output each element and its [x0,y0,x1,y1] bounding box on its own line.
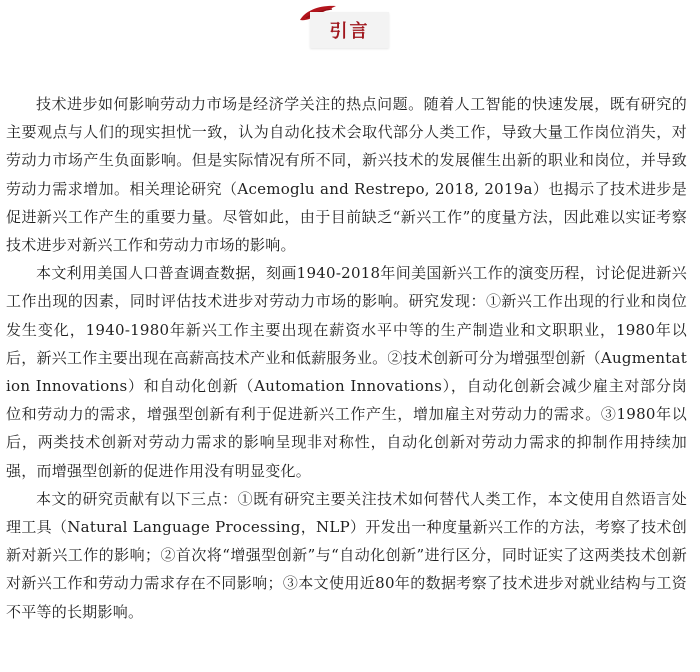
section-title-box [310,12,389,48]
paragraph-contributions: 本文的研究贡献有以下三点：①既有研究主要关注技术如何替代人类工作，本文使用自然语言处理工具（Natural Language Processing，NLP）开发出一种度量新兴工作的方法，考察了技术创新对新兴工作的影响；②首次将“增强型创新”与“自动化创新”进行区分，同时证实了这两类技术创新对新兴工作和劳动力需求存在不同影响；③本文使用近80年的数据考察了技术进步对就业结构与工资不平等的长期影响。 [6,489,687,621]
paragraph-intro: 技术进步如何影响劳动力市场是经济学关注的热点问题。随着人工智能的快速发展，既有研究的主要观点与人们的现实担忧一致，认为自动化技术会取代部分人类工作，导致大量工作岗位消失，对劳动力市场产生负面影响。但是实际情况有所不同，新兴技术的发展催生出新的职业和岗位，并导致劳动力需求增加。相关理论研究（Acemoglu and Restrepo, 2018, 2019a）也揭示了技术进步是促进新兴工作产生的重要力量。尽管如此，由于目前缺乏“新兴工作”的度量方法，因此难以实证考察技术进步对新兴工作和劳动力市场的影响。 [6,95,687,255]
section-heading [0,0,700,52]
section-title: 引言 [329,21,370,42]
paragraph-findings: 本文利用美国人口普查调查数据，刻画1940-2018年间美国新兴工作的演变历程，讨论促进新兴工作出现的因素，同时评估技术进步对劳动力市场的影响。研究发现：①新兴工作出现的行业和岗位发生变化，1940-1980年新兴工作主要出现在薪资水平中等的生产制造业和文职职业，1980年以后，新兴工作主要出现在高薪高技术产业和低薪服务业。②技术创新可分为增强型创新（Augmentation Innovations）和自动化创新（Automation Innovations），自动化创新会减少雇主对部分岗位和劳动力的需求，增强型创新有利于促进新兴工作产生，增加雇主对劳动力的需求。③1980年以后，两类技术创新对劳动力需求的影响呈现非对称性，自动化创新对劳动力需求的抑制作用持续加强，而增强型创新的促进作用没有明显变化。 [6,264,687,480]
article-body [6,90,687,626]
